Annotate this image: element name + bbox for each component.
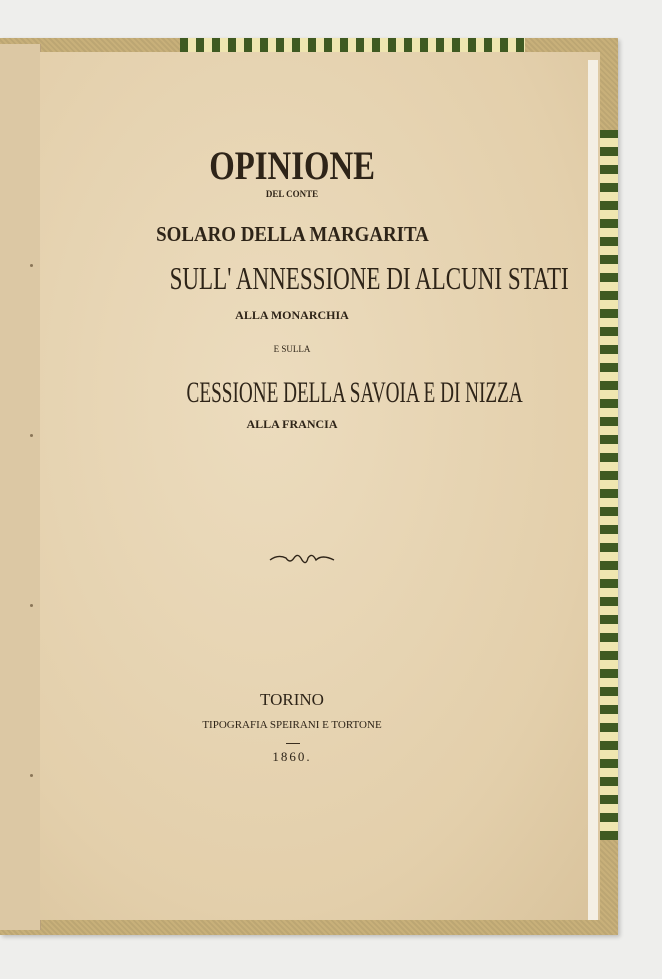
decorative-paper-right	[598, 130, 618, 840]
stitch-hole	[30, 264, 33, 267]
subject-2: CESSIONE DELLA SAVOIA E DI NIZZA	[186, 376, 523, 409]
subject-1b: ALLA MONARCHIA	[235, 308, 349, 322]
place: TORINO	[260, 690, 324, 709]
title: OPINIONE	[209, 143, 375, 188]
stitch-hole	[30, 774, 33, 777]
subject-2b: ALLA FRANCIA	[246, 417, 338, 431]
divider	[286, 743, 300, 744]
by-line: DEL CONTE	[265, 189, 319, 199]
subject-1: SULL' ANNESSIONE DI ALCUNI STATI	[169, 260, 569, 296]
printer: TIPOGRAFIA SPEIRANI E TORTONE	[202, 719, 382, 731]
ornament-flourish-icon	[268, 548, 336, 570]
decorative-paper-top	[180, 38, 525, 52]
conjunction: E SULLA	[273, 344, 311, 354]
page-edge-strip	[588, 60, 598, 920]
year: 1860.	[272, 749, 312, 764]
stitch-hole	[30, 434, 33, 437]
stitch-hole	[30, 604, 33, 607]
author: SOLARO DELLA MARGARITA	[155, 222, 429, 246]
left-page-edge	[0, 44, 41, 930]
